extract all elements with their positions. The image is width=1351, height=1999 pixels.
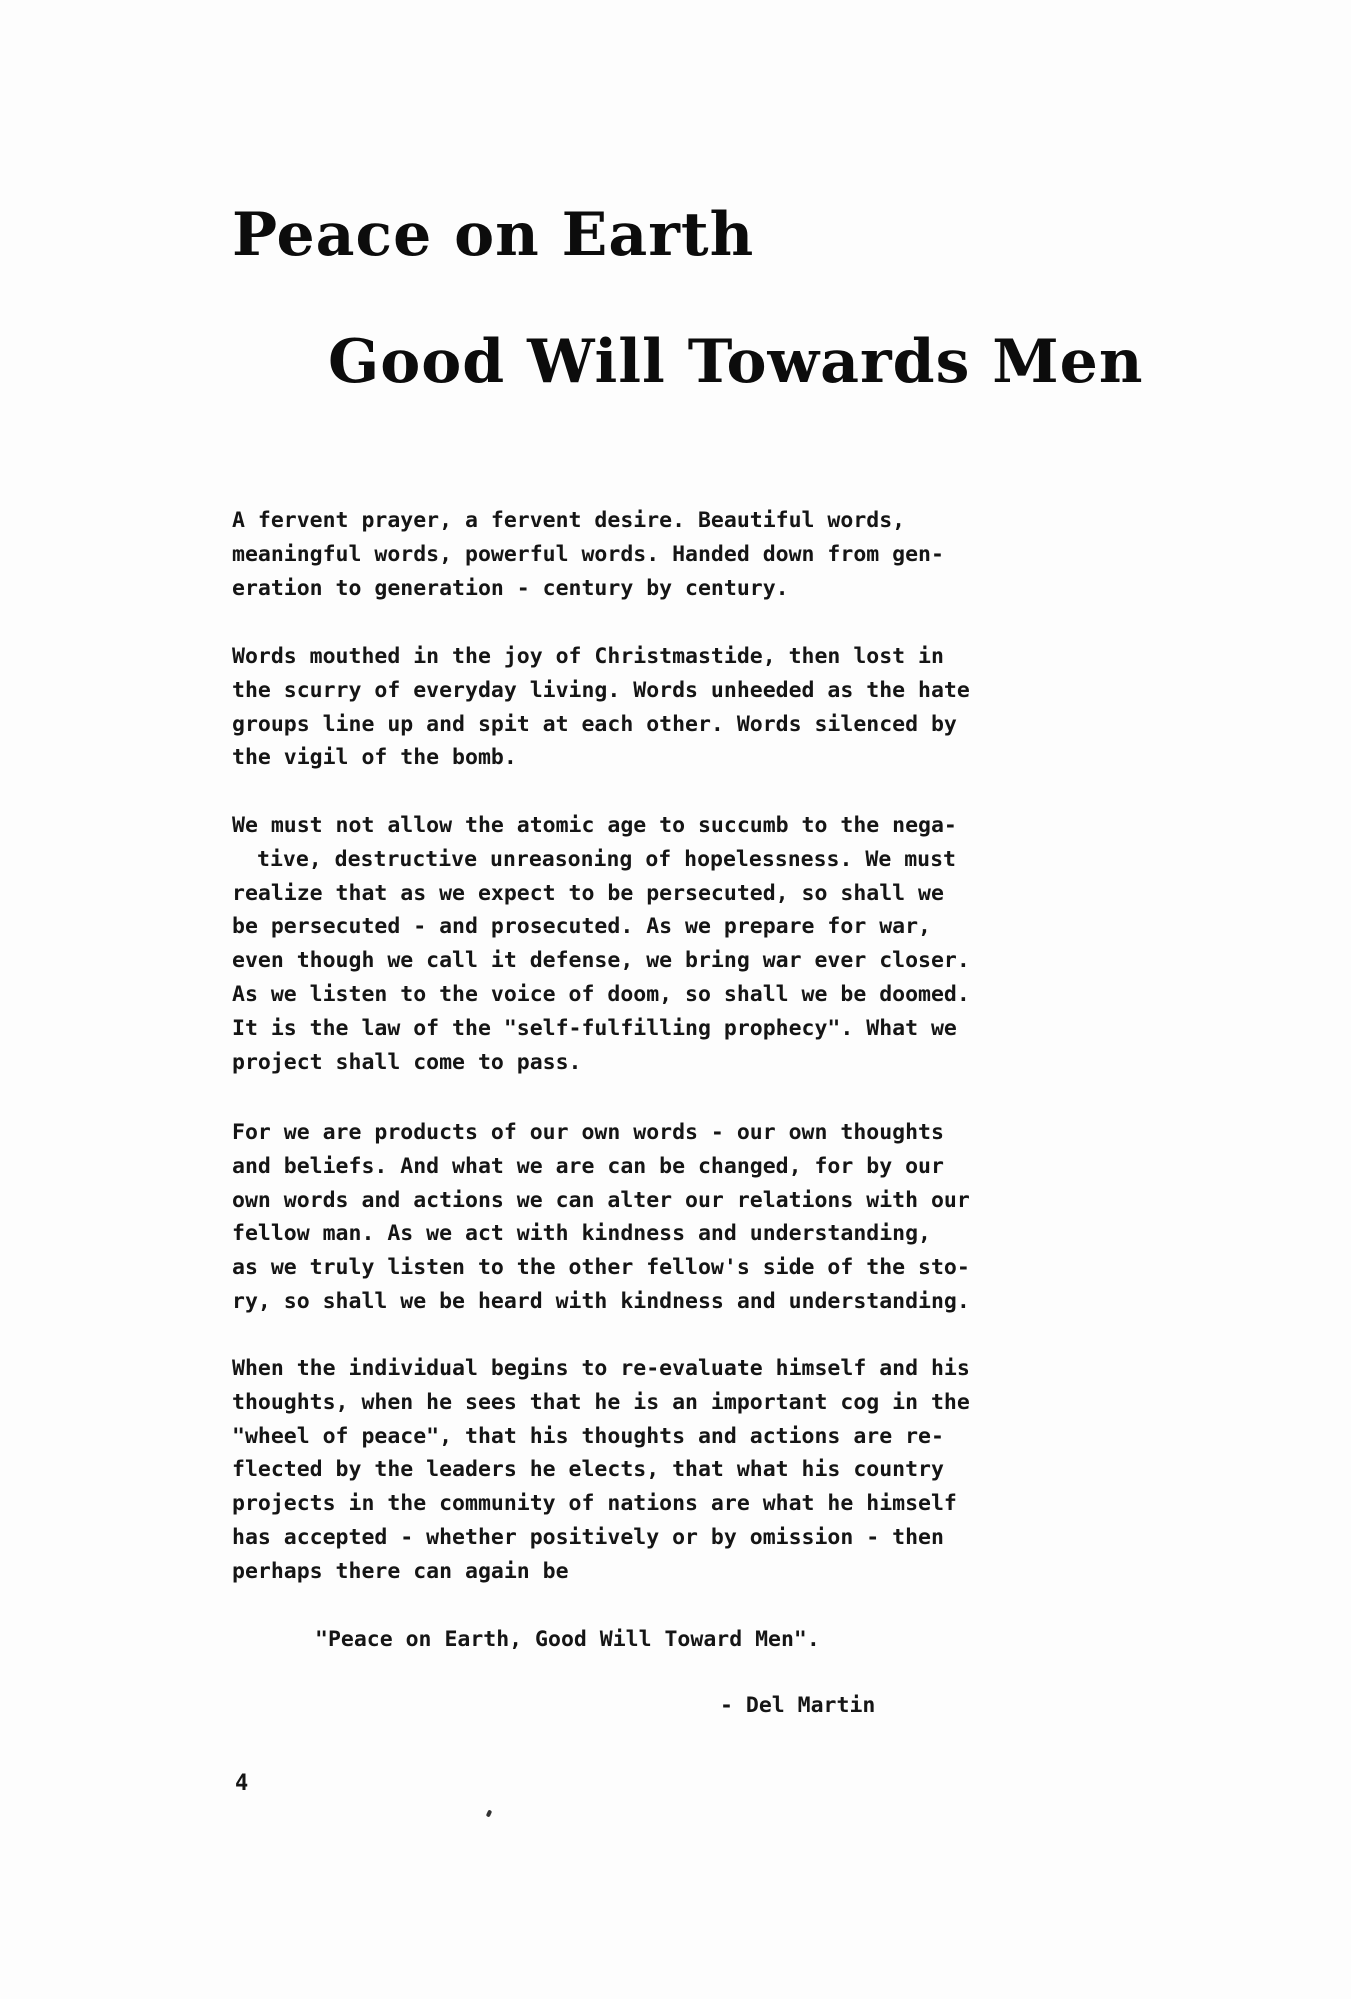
paragraph-line: the vigil of the bomb. [232, 745, 517, 771]
paragraph-line: fellow man. As we act with kindness and understanding, [232, 1221, 931, 1247]
paragraph-line: tive, destructive unreasoning of hopelessness. We must [257, 846, 956, 872]
title-line-1: Peace on Earth [232, 200, 755, 270]
paragraph-line: ry, so shall we be heard with kindness and understanding. [232, 1288, 970, 1314]
paragraph-line: own words and actions we can alter our relations with our [232, 1187, 970, 1213]
paragraph-line: eration to generation - century by century. [232, 575, 789, 601]
paragraph-line: even though we call it defense, we bring war ever closer. [232, 948, 970, 974]
paragraph-line: meaningful words, powerful words. Handed down from gen- [232, 541, 944, 567]
paragraph-line: As we listen to the voice of doom, so shall we be doomed. [232, 981, 970, 1007]
author-signature: - Del Martin [720, 1693, 876, 1718]
paragraph-line: and beliefs. And what we are can be changed, for by our [232, 1153, 944, 1179]
paragraph-line: groups line up and spit at each other. Words silenced by [232, 711, 957, 737]
paragraph-3 [232, 809, 1132, 1079]
paragraph-line: When the individual begins to re-evaluate himself and his [232, 1356, 970, 1381]
paragraph-line: project shall come to pass. [232, 1049, 582, 1075]
paragraph-line: as we truly listen to the other fellow's side of the sto- [232, 1255, 970, 1281]
paragraph-line: projects in the community of nations are what he himself [232, 1491, 957, 1517]
page-number: 4 [235, 1771, 249, 1796]
paragraph-line: Words mouthed in the joy of Christmastide, then lost in [232, 644, 944, 669]
paragraph-line: perhaps there can again be [232, 1558, 569, 1584]
paragraph-2 [232, 640, 1132, 775]
paragraph-line: For we are products of our own words - our own thoughts [232, 1120, 944, 1145]
ink-speck-mark [486, 1809, 493, 1817]
paragraph-1 [232, 504, 1132, 605]
paragraph-line: It is the law of the "self-fulfilling prophecy". What we [232, 1015, 957, 1041]
paragraph-line: flected by the leaders he elects, that what his country [232, 1457, 944, 1483]
paragraph-line: A fervent prayer, a fervent desire. Beautiful words, [232, 508, 906, 533]
paragraph-line: thoughts, when he sees that he is an important cog in the [232, 1389, 970, 1415]
closing-quote: "Peace on Earth, Good Will Toward Men". [315, 1627, 820, 1652]
paragraph-line: the scurry of everyday living. Words unheeded as the hate [232, 677, 970, 703]
paragraph-4 [232, 1116, 1132, 1319]
paragraph-line: be persecuted - and prosecuted. As we prepare for war, [232, 914, 931, 940]
title-line-2: Good Will Towards Men [328, 327, 1144, 397]
paragraph-line: "wheel of peace", that his thoughts and actions are re- [232, 1423, 944, 1449]
paragraph-line: has accepted - whether positively or by omission - then [232, 1524, 944, 1550]
paragraph-line: realize that as we expect to be persecuted, so shall we [232, 880, 944, 906]
paragraph-line: We must not allow the atomic age to succumb to the nega- [232, 813, 957, 838]
paragraph-5 [232, 1352, 1132, 1589]
